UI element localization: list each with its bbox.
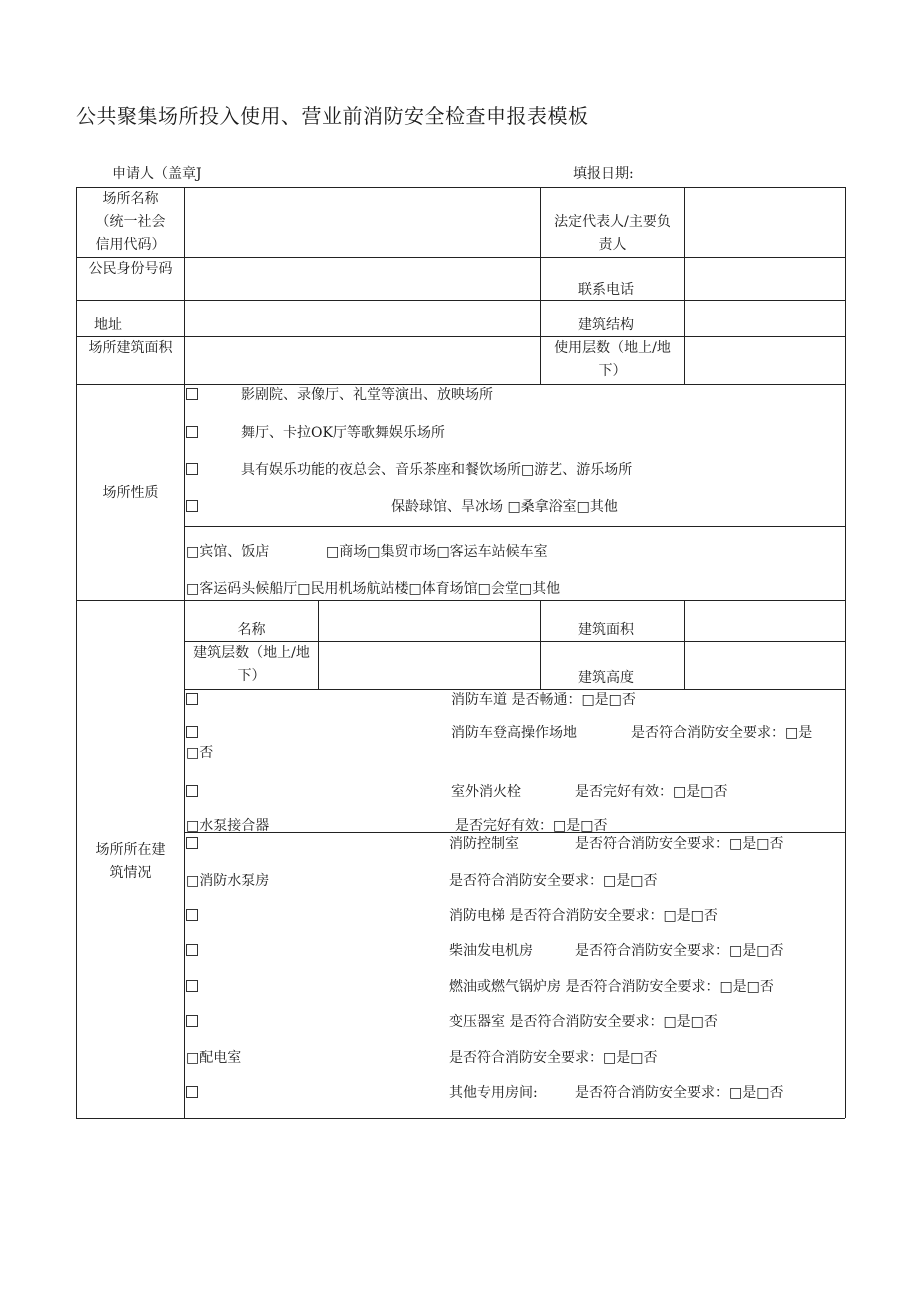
nature-option-1: 影剧院、录像厅、礼堂等演出、放映场所 [241, 387, 493, 403]
fill-date-label: 填报日期: [573, 166, 634, 182]
phone-label: 联系电话 [578, 282, 634, 298]
venue-area-label: 场所建筑面积 [88, 340, 173, 356]
nature-option-5a: □宾馆、饭店 [186, 544, 270, 560]
check-pump-connector-result: 是否完好有效：□是□否 [455, 818, 608, 834]
building-situation-label: 场所所在建 筑情况 [95, 842, 166, 881]
check-distribution-room: □配电室 [186, 1050, 242, 1066]
nature-option-4: 保龄球馆、旱冰场 □桑拿浴室□其他 [391, 499, 618, 515]
check-checkbox-3[interactable] [186, 781, 200, 804]
check-checkbox-1[interactable] [186, 689, 200, 712]
check-checkbox-5[interactable] [186, 833, 200, 856]
legal-rep-label: 法定代表人/主要负 责人 [554, 214, 671, 253]
check-transformer-room: 变压器室 是否符合消防安全要求：□是□否 [449, 1014, 718, 1030]
check-other-rooms-result: 是否符合消防安全要求：□是□否 [575, 1085, 784, 1101]
check-control-room-result: 是否符合消防安全要求：□是□否 [575, 836, 784, 852]
nature-option-5b: □商场□集贸市场□客运车站候车室 [326, 544, 548, 560]
nature-checkbox-2[interactable] [186, 422, 200, 445]
check-fire-elevator: 消防电梯 是否符合消防安全要求：□是□否 [449, 908, 718, 924]
id-number-label: 公民身份号码 [88, 261, 173, 277]
check-checkbox-12[interactable] [186, 1082, 200, 1105]
check-hydrant-result: 是否完好有效：□是□否 [575, 784, 728, 800]
building-name-label: 名称 [237, 622, 266, 638]
building-area-label: 建筑面积 [578, 622, 634, 638]
check-checkbox-7[interactable] [186, 905, 200, 928]
check-checkbox-10[interactable] [186, 1011, 200, 1034]
check-pump-room-result: 是否符合消防安全要求：□是□否 [449, 873, 658, 889]
check-distribution-room-result: 是否符合消防安全要求：□是□否 [449, 1050, 658, 1066]
nature-checkbox-4[interactable] [186, 496, 200, 519]
check-checkbox-9[interactable] [186, 976, 200, 999]
check-aerial-site-result: 是否符合消防安全要求：□是 [631, 725, 813, 741]
nature-checkbox-1[interactable] [186, 384, 200, 407]
address-label: 地址 [94, 317, 122, 333]
structure-label: 建筑结构 [578, 317, 634, 333]
check-boiler-room: 燃油或燃气锅炉房 是否符合消防安全要求：□是□否 [449, 979, 774, 995]
nature-option-3: 具有娱乐功能的夜总会、音乐茶座和餐饮场所□游艺、游乐场所 [241, 462, 633, 478]
venue-name-label: 场所名称 （统一社会 信用代码） [95, 191, 166, 253]
check-generator-room-result: 是否符合消防安全要求：□是□否 [575, 943, 784, 959]
building-height-label: 建筑高度 [578, 670, 634, 686]
building-floors-label: 建筑层数（地上/地 下） [193, 645, 310, 684]
check-aerial-site: 消防车登高操作场地 [451, 725, 577, 741]
check-generator-room: 柴油发电机房 [449, 943, 533, 959]
check-control-room: 消防控制室 [449, 836, 519, 852]
page-title: 公共聚集场所投入使用、营业前消防安全检查申报表模板 [76, 104, 589, 128]
check-checkbox-8[interactable] [186, 940, 200, 963]
applicant-label: 申请人（盖章J [112, 166, 202, 182]
nature-checkbox-3[interactable] [186, 459, 200, 482]
check-pump-connector: □水泵接合器 [186, 818, 270, 834]
check-aerial-site-no: □否 [186, 745, 214, 761]
venue-nature-label: 场所性质 [102, 485, 159, 501]
check-other-rooms: 其他专用房间: [449, 1085, 538, 1101]
check-hydrant: 室外消火栓 [451, 784, 521, 800]
nature-option-6: □客运码头候船厅□民用机场航站楼□体育场馆□会堂□其他 [186, 581, 561, 597]
use-floors-label: 使用层数（地上/地 下） [554, 340, 671, 379]
check-pump-room: □消防水泵房 [186, 873, 270, 889]
check-fire-lane: 消防车道 是否畅通：□是□否 [451, 692, 636, 708]
nature-option-2: 舞厅、卡拉OK厅等歌舞娱乐场所 [241, 425, 445, 441]
